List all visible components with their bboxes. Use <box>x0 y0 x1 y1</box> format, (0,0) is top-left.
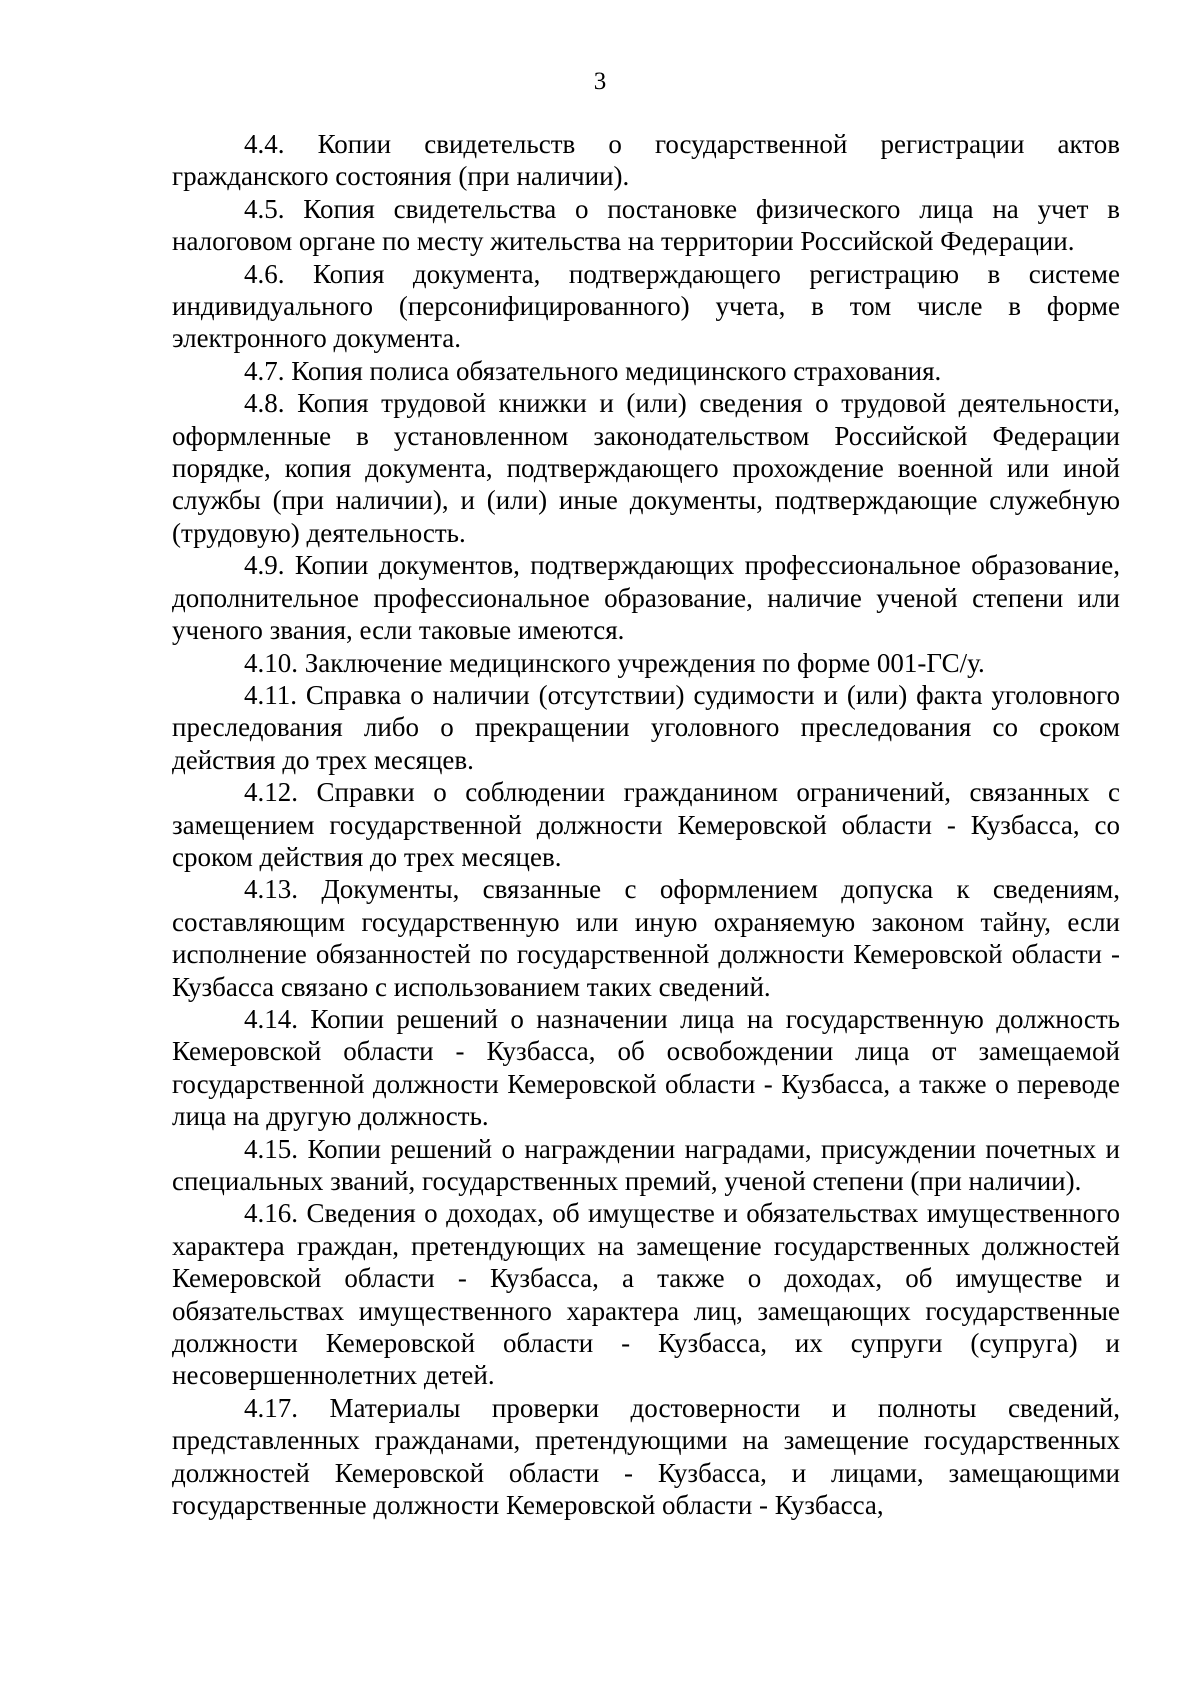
paragraph-4-10: 4.10. Заключение медицинского учреждения по форме 001-ГС/у. <box>244 647 985 678</box>
paragraph-4-7: 4.7. Копия полиса обязательного медицинского страхования. <box>244 355 942 386</box>
paragraph-4-16: 4.16. Сведения о доходах, об имуществе и обязательствах имущественного характера граждан, претендующих на замещение государственных должностей Кемеровской области - Кузбасса, а также о доходах, об имуществе и обязательствах имущественного характера лиц, замещающих государственные должности Кемеровской области - Кузбасса, их супруги (супруга) и несовершеннолетних детей. <box>172 1198 1120 1391</box>
paragraph-4-15: 4.15. Копии решений о награждении наградами, присуждении почетных и специальных званий, государственных премий, ученой степени (при наличии). <box>172 1133 1120 1196</box>
page-number: 3 <box>593 68 607 95</box>
paragraph-4-14: 4.14. Копии решений о назначении лица на государственную должность Кемеровской области - Кузбасса, об освобождении лица от замещаемой государственной должности Кемеровской области - Кузбасса, а также о переводе лица на другую должность. <box>172 1003 1120 1132</box>
paragraph-4-13: 4.13. Документы, связанные с оформлением допуска к сведениям, составляющим государственную или иную охраняемую законом тайну, если исполнение обязанностей по государственной должности Кемеровской области - Кузбасса связано с использованием таких сведений. <box>172 874 1120 1002</box>
paragraph-4-11: 4.11. Справка о наличии (отсутствии) судимости и (или) факта уголовного преследования либо о прекращении уголовного преследования со сроком действия до трех месяцев. <box>172 679 1120 775</box>
paragraph-4-17: 4.17. Материалы проверки достоверности и полноты сведений, представленных гражданами, претендующими на замещение государственных должностей Кемеровской области - Кузбасса, и лицами, замещающими государственные должности Кемеровской области - Кузбасса, <box>172 1392 1120 1521</box>
paragraph-4-9: 4.9. Копии документов, подтверждающих профессиональное образование, дополнительное профессиональное образование, наличие ученой степени или ученого звания, если таковые имеются. <box>172 550 1120 646</box>
paragraph-4-12: 4.12. Справки о соблюдении гражданином ограничений, связанных с замещением государственной должности Кемеровской области - Кузбасса, со сроком действия до трех месяцев. <box>172 777 1120 872</box>
paragraph-4-5: 4.5. Копия свидетельства о постановке физического лица на учет в налоговом органе по месту жительства на территории Российской Федерации. <box>172 193 1120 257</box>
document-body <box>172 128 1120 1521</box>
paragraph-4-6: 4.6. Копия документа, подтверждающего регистрацию в системе индивидуального (персонифицированного) учета, в том числе в форме электронного документа. <box>172 258 1120 354</box>
paragraph-4-4: 4.4. Копии свидетельств о государственной регистрации актов гражданского состояния (при наличии). <box>172 129 1120 192</box>
paragraph-4-8: 4.8. Копия трудовой книжки и (или) сведения о трудовой деятельности, оформленные в установленном законодательством Российской Федерации порядке, копия документа, подтверждающего прохождение военной или иной службы (при наличии), и (или) иные документы, подтверждающие служебную (трудовую) деятельность. <box>172 388 1120 548</box>
